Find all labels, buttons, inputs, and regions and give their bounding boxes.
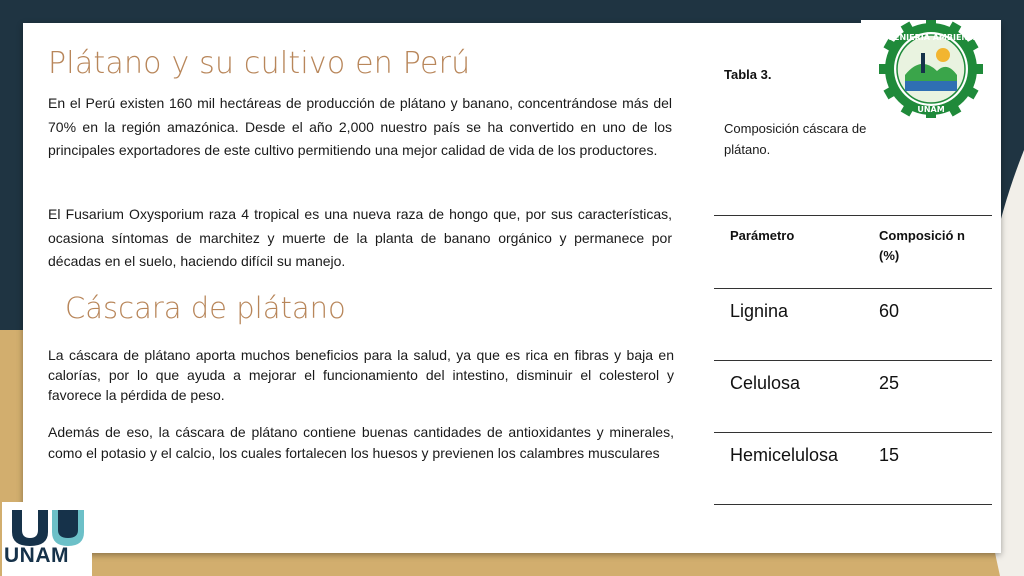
cell-parameter: Lignina [714,289,879,361]
cell-parameter: Hemicelulosa [714,433,879,505]
composition-table [714,215,992,505]
seal-bottom-text: UNAM [917,105,945,114]
table-label: Tabla 3. [724,67,772,82]
header-composicion: Composició n (%) [879,216,992,289]
table-row [714,433,992,505]
paragraph-peel-minerals: Además de eso, la cáscara de plátano contiene buenas cantidades de antioxidantes y minerales, como el potasio y el calcio, los cuales fortalecen los huesos y previenen los calambres musculares [48,424,674,461]
section-subtitle: Cáscara de plátano [65,291,346,325]
ingenieria-ambiental-seal-logo [861,20,1001,118]
unam-wordmark: UNAM [4,544,69,567]
cell-value: 25 [879,361,992,433]
seal-ring-text: INGENIERIA AMBIENTAL [877,33,985,42]
paragraph-peel-benefits: La cáscara de plátano aporta muchos beneficios para la salud, ya que es rica en fibras y baja en calorías, por lo que ayuda a mejorar el funcionamiento del intestino, disminuir el colesterol y favorece la pérdida de peso. [48,347,674,403]
unam-mark-icon [8,506,88,546]
slide-title: Plátano y su cultivo en Perú [48,46,471,81]
table-row [714,289,992,361]
header-parametro: Parámetro [714,216,879,289]
paragraph-fusarium: El Fusarium Oxysporium raza 4 tropical es una nueva raza de hongo que, por sus características, ocasiona síntomas de marchitez y muerte de la planta de banano orgánico y permanece por décadas en el suelo, haciendo difícil su manejo. [48,206,672,269]
cell-value: 15 [879,433,992,505]
cell-value: 60 [879,289,992,361]
table-header-row [714,216,992,289]
table-caption: Composición cáscara de plátano. [724,121,867,157]
cell-parameter: Celulosa [714,361,879,433]
paragraph-production: En el Perú existen 160 mil hectáreas de producción de plátano y banano, concentrándose más del 70% en la región amazónica. Desde el año 2,000 nuestro país se ha convertido en uno de los principales exportadores de este cultivo permitiendo una mejor calidad de vida de los productores. [48,95,672,158]
table-row [714,361,992,433]
